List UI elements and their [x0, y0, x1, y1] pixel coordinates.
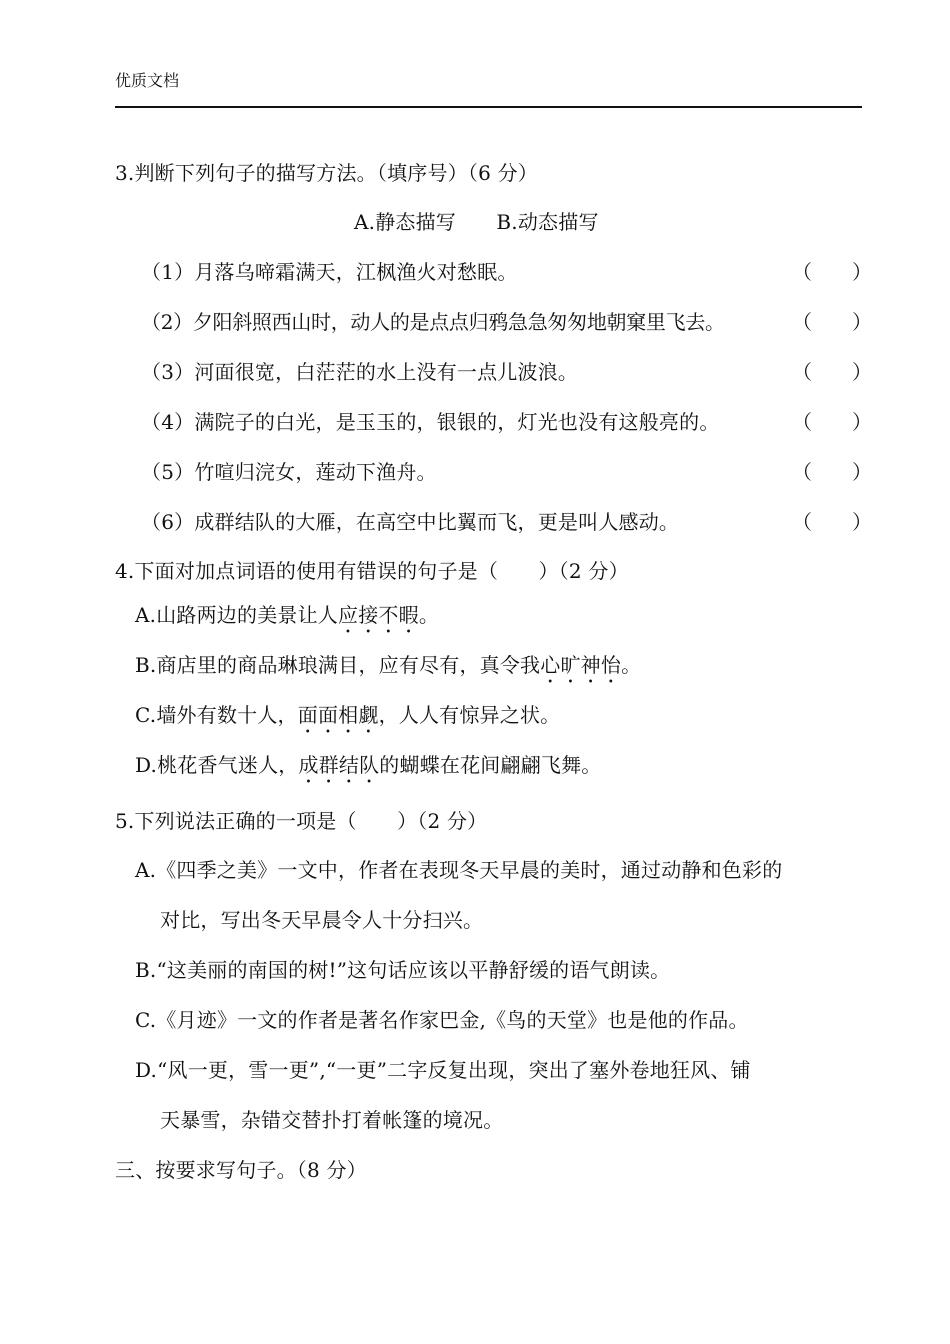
q3-item-4: （4）满院子的白光，是玉玉的，银银的，灯光也没有这般亮的。 [141, 410, 720, 434]
q4-option-d-dotted: 成群结队 [298, 753, 380, 777]
q4-option-b-post: 。 [621, 653, 642, 677]
q3-answer-4[interactable]: （ ） [792, 410, 872, 434]
q4-option-d-post: 的蝴蝶在花间翩翩飞舞。 [379, 753, 602, 777]
q4-option-c[interactable] [135, 699, 560, 738]
q3-item-6: （6）成群结队的大雁，在高空中比翼而飞，更是叫人感动。 [141, 510, 680, 534]
q4-option-c-post: ，人人有惊异之状。 [378, 703, 561, 727]
section-3-title: 三、按要求写句子。（8 分） [115, 1158, 367, 1182]
q3-title: 3.判断下列句子的描写方法。（填序号）（6 分） [115, 161, 538, 185]
q4-option-a-dotted: 应接不暇 [338, 603, 419, 627]
page-header: 优质文档 [115, 71, 180, 90]
q5-option-c[interactable]: C.《月迹》一文的作者是著名作家巴金,《鸟的天堂》也是他的作品。 [135, 1008, 749, 1032]
q4-option-b-pre: B.商店里的商品琳琅满目，应有尽有，真令我 [135, 653, 541, 677]
q3-item-5: （5）竹喧归浣女，莲动下渔舟。 [141, 460, 437, 484]
q5-option-d-line1[interactable]: D.“风一更，雪一更”,“一更”二字反复出现，突出了塞外卷地狂风、铺 [135, 1058, 751, 1082]
q3-answer-6[interactable]: （ ） [792, 510, 872, 534]
q3-item-1: （1）月落乌啼霜满天，江枫渔火对愁眠。 [141, 260, 518, 284]
q5-option-d-line2: 天暴雪，杂错交替扑打着帐篷的境况。 [160, 1108, 504, 1132]
q3-item-2: （2）夕阳斜照西山时，动人的是点点归鸦急急匆匆地朝窠里飞去。 [141, 310, 725, 334]
q4-option-a-pre: A.山路两边的美景让人 [135, 603, 339, 627]
q3-answer-1[interactable]: （ ） [792, 260, 872, 284]
q4-option-c-dotted: 面面相觑 [297, 703, 379, 727]
q5-option-b[interactable]: B.“这美丽的南国的树!”这句话应该以平静舒缓的语气朗读。 [135, 958, 671, 982]
q5-option-a-line2: 对比，写出冬天早晨令人十分扫兴。 [160, 908, 484, 932]
q4-option-c-pre: C.墙外有数十人， [135, 703, 298, 727]
q4-option-b[interactable] [135, 649, 641, 688]
q3-item-3: （3）河面很宽，白茫茫的水上没有一点儿波浪。 [141, 360, 579, 384]
q4-option-a[interactable] [135, 599, 439, 638]
q4-option-a-post: 。 [418, 603, 440, 627]
q5-option-a-line1[interactable]: A.《四季之美》一文中，作者在表现冬天早晨的美时，通过动静和色彩的 [135, 858, 783, 882]
q3-options: A.静态描写 B.动态描写 [354, 210, 599, 234]
q4-option-d[interactable] [135, 749, 602, 788]
q5-title: 5.下列说法正确的一项是（ ）（2 分） [115, 809, 488, 833]
q4-option-d-pre: D.桃花香气迷人， [135, 753, 299, 777]
q3-answer-5[interactable]: （ ） [792, 460, 872, 484]
q4-option-b-dotted: 心旷神怡 [540, 653, 622, 677]
q3-answer-2[interactable]: （ ） [792, 310, 872, 334]
q3-answer-3[interactable]: （ ） [792, 360, 872, 384]
header-divider [115, 106, 862, 108]
q4-title: 4.下面对加点词语的使用有错误的句子是（ ）（2 分） [115, 559, 629, 583]
